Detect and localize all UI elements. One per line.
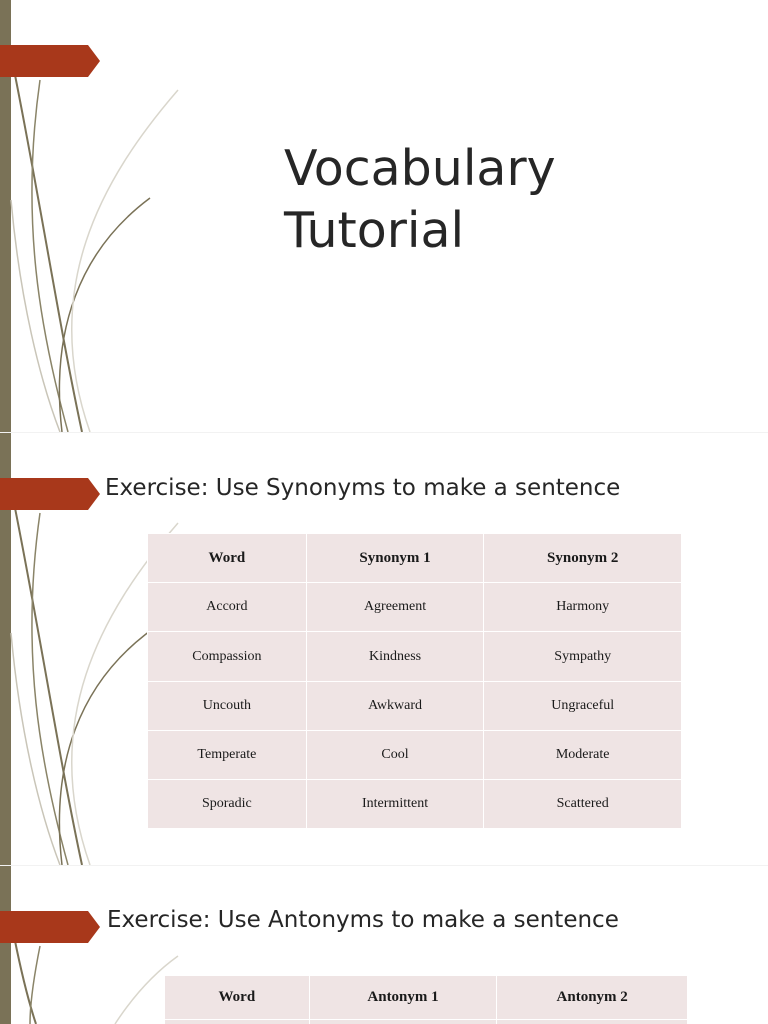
table-row [165, 1020, 688, 1024]
synonym-1-cell: Cool [306, 731, 484, 780]
title-line-1: Vocabulary [284, 140, 556, 197]
synonym-2-cell: Ungraceful [484, 682, 682, 731]
word-cell: Compassion [148, 632, 307, 682]
synonym-2-cell: Scattered [484, 780, 682, 829]
column-header-synonym-2: Synonym 2 [484, 534, 682, 583]
table-header-row [165, 976, 688, 1020]
synonym-2-cell: Moderate [484, 731, 682, 780]
column-header-synonym-1: Synonym 1 [306, 534, 484, 583]
title-line-2: Tutorial [284, 202, 465, 259]
table-row [148, 583, 682, 632]
synonyms-table [147, 533, 682, 829]
arrow-tab [0, 911, 100, 943]
synonym-1-cell: Awkward [306, 682, 484, 731]
antonyms-slide [0, 866, 768, 1024]
synonyms-heading: Exercise: Use Synonyms to make a sentence [105, 475, 621, 501]
table-row [148, 731, 682, 780]
column-header-word: Word [165, 976, 310, 1020]
table-header-row [148, 534, 682, 583]
synonym-1-cell: Kindness [306, 632, 484, 682]
column-header-antonym-1: Antonym 1 [309, 976, 497, 1020]
synonym-1-cell: Agreement [306, 583, 484, 632]
synonym-1-cell: Intermittent [306, 780, 484, 829]
table-row [148, 780, 682, 829]
antonyms-heading: Exercise: Use Antonyms to make a sentence [107, 907, 619, 933]
arrow-tab [0, 45, 100, 77]
word-cell: Temperate [148, 731, 307, 780]
table-row [148, 682, 682, 731]
word-cell: Sporadic [148, 780, 307, 829]
synonyms-slide [0, 433, 768, 865]
arrow-tab [0, 478, 100, 510]
table-row [148, 632, 682, 682]
word-cell: Uncouth [148, 682, 307, 731]
synonym-2-cell: Sympathy [484, 632, 682, 682]
antonyms-table [164, 975, 688, 1024]
column-header-word: Word [148, 534, 307, 583]
word-cell: Accord [148, 583, 307, 632]
synonym-2-cell: Harmony [484, 583, 682, 632]
presentation-title [284, 138, 556, 262]
title-slide [0, 0, 768, 432]
column-header-antonym-2: Antonym 2 [497, 976, 688, 1020]
